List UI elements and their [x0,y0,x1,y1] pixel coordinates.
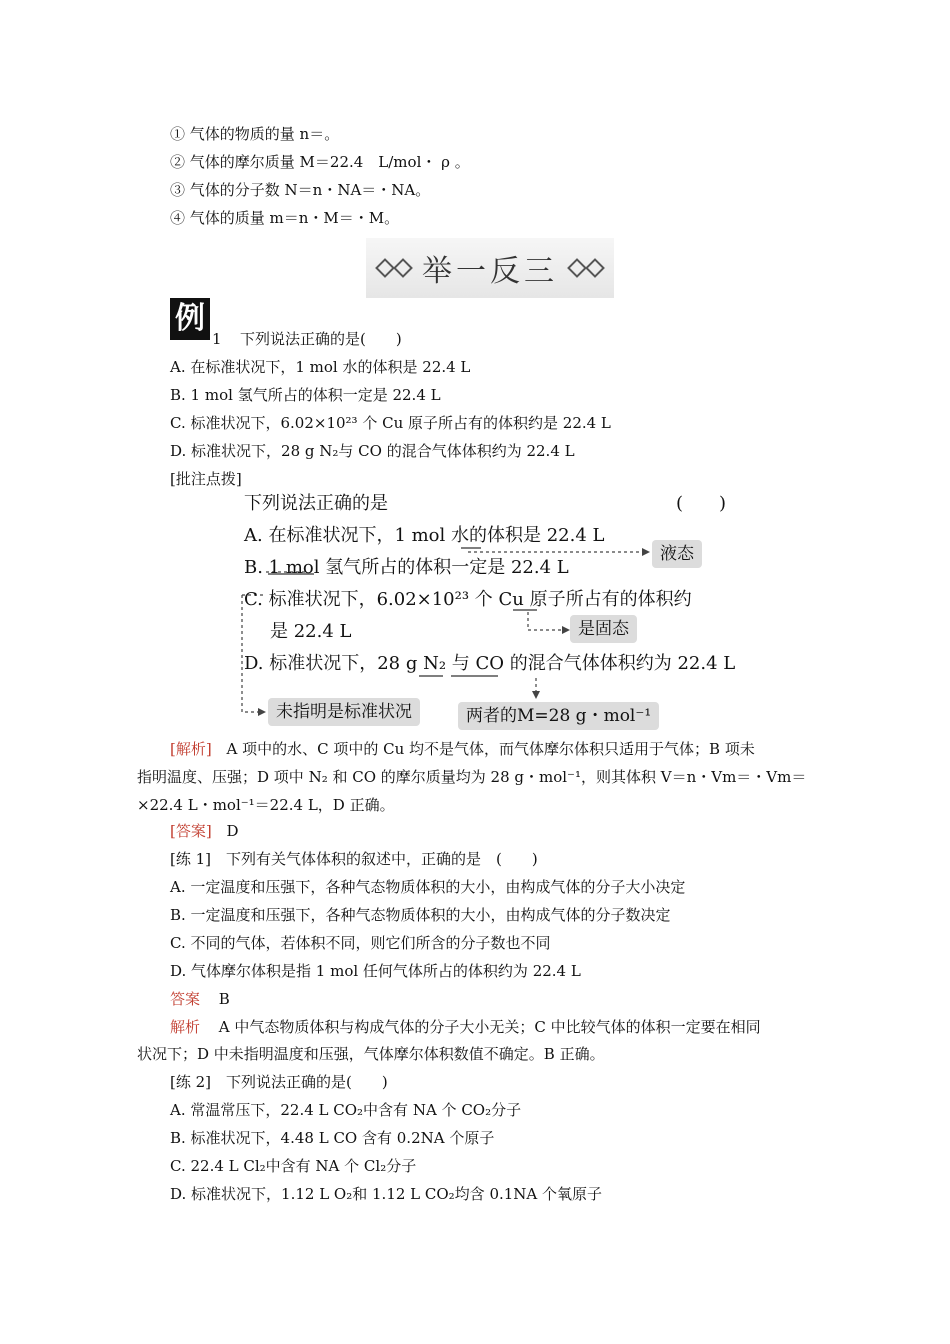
analysis-line-2: 指明温度、压强；D 项中 N₂ 和 CO 的摩尔质量均为 28 g・mol⁻¹，则其体积 V＝n・Vm＝・Vm＝ [137,768,807,786]
callout-molar-mass: 两者的M=28 g・mol⁻¹ [458,702,659,730]
practice1-analysis-line-2: 状况下；D 中未指明温度和压强，气体摩尔体积数值不确定。B 正确。 [137,1045,605,1063]
example-option-d: D. 标准状况下，28 g N₂与 CO 的混合气体体积约为 22.4 L [170,442,575,460]
figure-option-c-cont: 是 22.4 L [270,621,352,642]
callout-not-standard: 未指明是标准状况 [268,698,420,726]
practice2-option-b: B. 标准状况下，4.48 L CO 含有 0.2NA 个原子 [170,1129,495,1147]
analysis-label: [解析] [170,740,212,758]
figure-option-d: D. 标准状况下，28 g N₂ 与 CO 的混合气体体积约为 22.4 L [244,653,736,674]
practice1-analysis-label: 解析 [170,1018,201,1036]
practice1-option-a: A. 一定温度和压强下，各种气态物质体积的大小，由构成气体的分子大小决定 [170,878,686,896]
practice2-option-d: D. 标准状况下，1.12 L O₂和 1.12 L CO₂均含 0.1NA 个氧原子 [170,1185,603,1203]
figure-question: 下列说法正确的是 [244,493,388,514]
analysis-line-1: A 项中的水、C 项中的 Cu 均不是气体，而气体摩尔体积只适用于气体；B 项未 [226,740,755,758]
practice2-option-c: C. 22.4 L Cl₂中含有 NA 个 Cl₂分子 [170,1157,417,1175]
practice2-option-a: A. 常温常压下，22.4 L CO₂中含有 NA 个 CO₂分子 [170,1101,522,1119]
practice1-analysis-line-1: A 中气态物质体积与构成气体的分子大小无关；C 中比较气体的体积一定要在相同 [218,1018,761,1036]
diamond-left-icon [376,261,412,275]
example-question: 下列说法正确的是( ) [240,330,402,348]
answer-value: D [226,822,239,840]
practice1-answer: B [218,990,230,1008]
callout-solid: 是固态 [570,615,637,643]
figure-option-c: C. 标准状况下，6.02×10²³ 个 Cu 原子所占有的体积约 [244,589,692,610]
formula-3: ③ 气体的分子数 N＝n・NA＝・NA。 [170,181,431,199]
annotation-figure [236,490,744,730]
formula-4: ④ 气体的质量 m＝n・M＝・M。 [170,209,400,227]
answer-label: [答案] [170,822,212,840]
figure-option-b: B. 1 mol 氢气所占的体积一定是 22.4 L [244,557,569,578]
formula-2: ② 气体的摩尔质量 M＝22.4 L/mol・ ρ 。 [170,153,470,171]
example-option-a: A. 在标准状况下，1 mol 水的体积是 22.4 L [170,358,471,376]
example-number: 1 [212,330,222,348]
practice1-answer-label: 答案 [170,990,201,1008]
analysis-line-3: ×22.4 L・mol⁻¹＝22.4 L，D 正确。 [137,796,395,814]
section-banner [366,238,614,298]
callout-liquid: 液态 [652,540,702,568]
banner-title: 举一反三 [422,254,558,289]
figure-paren: ( ) [676,493,727,514]
practice1-option-b: B. 一定温度和压强下，各种气态物质体积的大小，由构成气体的分子数决定 [170,906,671,924]
practice1-question: [练 1] 下列有关气体体积的叙述中，正确的是 ( ) [170,850,538,868]
example-option-b: B. 1 mol 氢气所占的体积一定是 22.4 L [170,386,441,404]
example-option-c: C. 标准状况下，6.02×10²³ 个 Cu 原子所占有的体积约是 22.4 L [170,414,611,432]
annotation-label: [批注点拨] [170,470,242,488]
formula-1: ① 气体的物质的量 n＝。 [170,125,340,143]
diamond-right-icon [568,261,604,275]
example-icon: 例 [170,298,210,340]
practice1-option-d: D. 气体摩尔体积是指 1 mol 任何气体所占的体积约为 22.4 L [170,962,581,980]
practice1-option-c: C. 不同的气体，若体积不同，则它们所含的分子数也不同 [170,934,551,952]
practice2-question: [练 2] 下列说法正确的是( ) [170,1073,388,1091]
figure-option-a: A. 在标准状况下，1 mol 水的体积是 22.4 L [244,525,605,546]
